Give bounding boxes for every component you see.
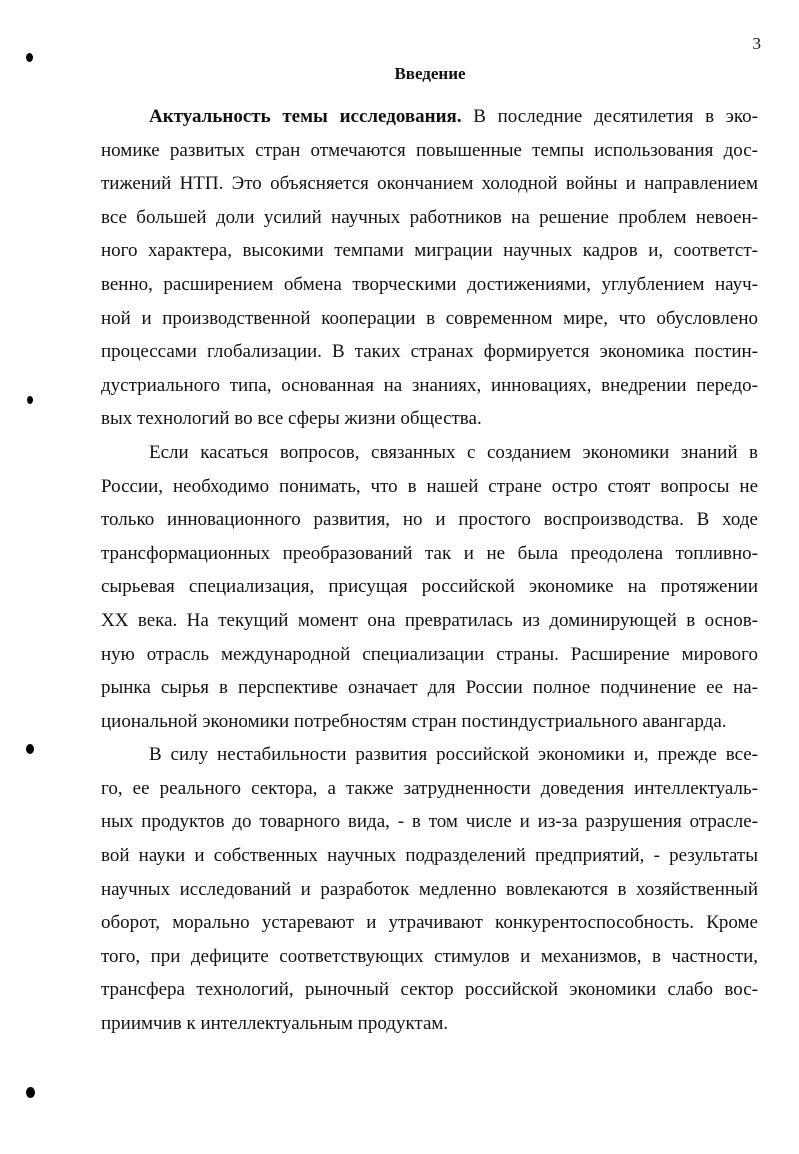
binder-hole-mark bbox=[26, 1087, 35, 1098]
text-line: России, необходимо понимать, что в нашей стране остро стоят вопросы не bbox=[101, 475, 758, 497]
text-line: вых технологий во все сферы жизни общества. bbox=[101, 408, 482, 430]
text-line: вой науки и собственных научных подразделений предприятий, - результаты bbox=[101, 845, 758, 867]
text-line: трансфера технологий, рыночный сектор российской экономики слабо вос- bbox=[101, 979, 758, 1001]
text-line: сырьевая специализация, присущая российской экономике на протяжении bbox=[101, 576, 758, 598]
text-line: приимчив к интеллектуальным продуктам. bbox=[101, 1013, 449, 1035]
text-line: только инновационного развития, но и простого воспроизводства. В ходе bbox=[101, 509, 758, 531]
body-text bbox=[101, 100, 758, 1041]
text-line: тижений НТП. Это объясняется окончанием холодной войны и направлением bbox=[101, 173, 758, 195]
page-number: 3 bbox=[752, 34, 761, 53]
text-line bbox=[101, 100, 758, 134]
binder-hole-mark bbox=[26, 53, 33, 62]
text-line: все большей доли усилий научных работников на решение проблем невоен- bbox=[101, 206, 758, 228]
text-line-content: В последние десятилетия в эко- bbox=[461, 106, 758, 127]
text-line: циональной экономики потребностям стран постиндустриального авангарда. bbox=[101, 710, 727, 732]
text-line: венно, расширением обмена творческими достижениями, углублением науч- bbox=[101, 273, 758, 295]
binder-hole-mark bbox=[26, 744, 34, 754]
text-line: процессами глобализации. В таких странах формируется экономика постин- bbox=[101, 341, 758, 363]
lead-phrase: Актуальность темы исследования. bbox=[149, 106, 462, 127]
text-line: ных продуктов до товарного вида, - в том числе и из-за разрушения отрасле- bbox=[101, 811, 758, 833]
text-line: ную отрасль международной специализации страны. Расширение мирового bbox=[101, 643, 758, 665]
text-line: оборот, морально устаревают и утрачивают конкурентоспособность. Кроме bbox=[101, 912, 758, 934]
binder-hole-mark bbox=[27, 396, 33, 404]
text-line: ной и производственной кооперации в современном мире, что обусловлено bbox=[101, 307, 758, 329]
text-line: трансформационных преобразований так и не была преодолена топливно- bbox=[101, 542, 758, 564]
text-line: дустриального типа, основанная на знаниях, инновациях, внедрении передо- bbox=[101, 374, 758, 396]
text-line: рынка сырья в перспективе означает для России полное подчинение ее на- bbox=[101, 677, 758, 699]
text-line: ного характера, высокими темпами миграции научных кадров и, соответст- bbox=[101, 240, 758, 262]
text-line: XX века. На текущий момент она превратилась из доминирующей в основ- bbox=[101, 609, 758, 631]
text-line: номике развитых стран отмечаются повышенные темпы использования дос- bbox=[101, 139, 758, 161]
text-line: научных исследований и разработок медленно вовлекаются в хозяйственный bbox=[101, 878, 758, 900]
text-line: Если касаться вопросов, связанных с созданием экономики знаний в bbox=[149, 441, 758, 463]
text-line: того, при дефиците соответствующих стимулов и механизмов, в частности, bbox=[101, 945, 758, 967]
section-title: Введение bbox=[394, 64, 466, 83]
text-line: В силу нестабильности развития российской экономики и, прежде все- bbox=[149, 744, 758, 766]
text-line: го, ее реального сектора, а также затрудненности доведения интеллектуаль- bbox=[101, 777, 758, 799]
